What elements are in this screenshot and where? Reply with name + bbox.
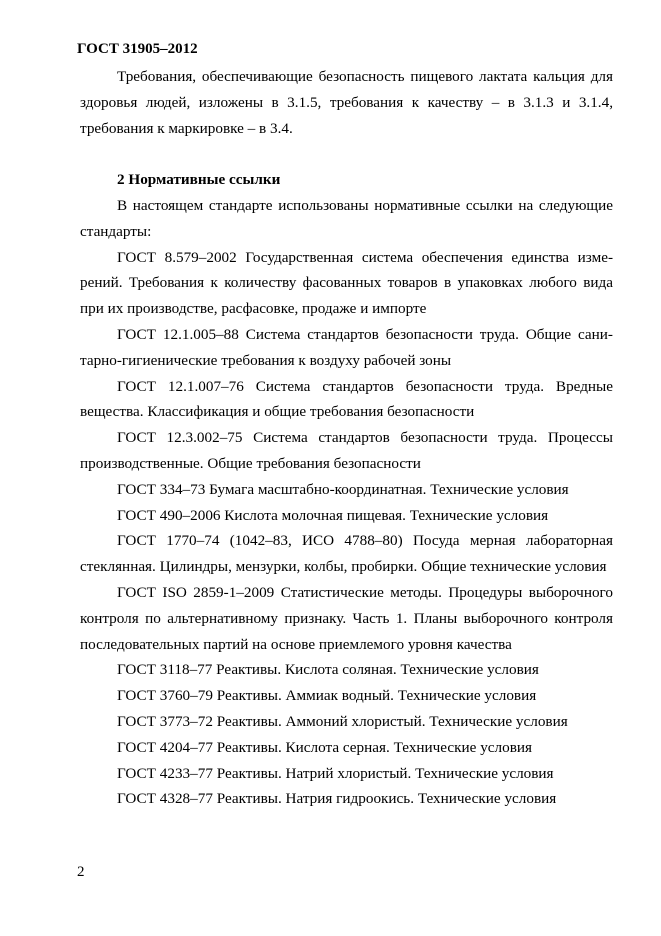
document-body [80, 64, 613, 812]
reference-line: последовательных партий на основе приемлемого уровня качества [80, 635, 512, 653]
reference-gost-3760: ГОСТ 3760–79 Реактивы. Аммиак водный. Технические условия [117, 687, 537, 705]
intro-line-3: требования к маркировке – в 3.4. [80, 119, 293, 137]
reference-gost-12-1-005 [80, 322, 613, 374]
lead-line-2: следующие стандарты: [80, 196, 613, 240]
reference-line: ГОСТ 12.1.005–88 Система стандартов безопасности труда. Общие сани- [117, 325, 613, 343]
reference-line: ГОСТ 12.3.002–75 Система стандартов безопасности труда. Процессы [117, 429, 613, 447]
reference-gost-490: ГОСТ 490–2006 Кислота молочная пищевая. Технические условия [117, 506, 549, 524]
reference-gost-12-3-002 [80, 425, 613, 477]
reference-gost-334: ГОСТ 334–73 Бумага масштабно-координатная. Технические условия [117, 480, 569, 498]
reference-line: ГОСТ ISO 2859-1–2009 Статистические методы. Процедуры выборочного [117, 583, 613, 601]
reference-line: ГОСТ 1770–74 (1042–83, ИСО 4788–80) Посуда мерная лабораторная [117, 532, 613, 550]
document-code-header: ГОСТ 31905–2012 [77, 41, 198, 57]
reference-line: рений. Требования к количеству фасованных товаров в упаковках любого вида [80, 274, 613, 292]
reference-line: ГОСТ 12.1.007–76 Система стандартов безопасности труда. Вредные [117, 377, 613, 395]
reference-gost-4328: ГОСТ 4328–77 Реактивы. Натрия гидроокись. Технические условия [117, 790, 557, 808]
reference-gost-3773: ГОСТ 3773–72 Реактивы. Аммоний хлористый. Технические условия [117, 712, 568, 730]
reference-gost-iso-2859-1 [80, 580, 613, 657]
reference-line: стеклянная. Цилиндры, мензурки, колбы, пробирки. Общие технические [80, 558, 551, 576]
reference-gost-8-579 [80, 245, 613, 322]
reference-gost-12-1-007 [80, 374, 613, 426]
reference-line: условия [554, 558, 607, 576]
reference-line: ГОСТ 8.579–2002 Государственная система обеспечения единства изме- [117, 248, 613, 266]
reference-line: при их производстве, расфасовке, продаже и импорте [80, 300, 427, 318]
reference-line: тарно-гигиенические требования к воздуху рабочей зоны [80, 351, 452, 369]
reference-gost-3118: ГОСТ 3118–77 Реактивы. Кислота соляная. Технические условия [117, 661, 539, 679]
section-2-heading: 2 Нормативные ссылки [117, 171, 281, 189]
reference-line: вещества. Классификация и общие требования безопасности [80, 403, 475, 421]
reference-gost-4233: ГОСТ 4233–77 Реактивы. Натрий хлористый. Технические условия [117, 764, 554, 782]
lead-line-1: В настоящем стандарте использованы нормативные ссылки на [117, 196, 534, 214]
reference-line: контроля по альтернативному признаку. Часть 1. Планы выборочного контроля [80, 609, 613, 627]
section-2-lead-paragraph [80, 193, 613, 245]
intro-line-2: для здоровья людей, изложены в 3.1.5, требования к качеству – в 3.1.3 и 3.1.4, [80, 68, 613, 111]
reference-gost-1770 [80, 528, 613, 580]
intro-paragraph [80, 64, 613, 141]
reference-gost-4204: ГОСТ 4204–77 Реактивы. Кислота серная. Технические условия [117, 738, 533, 756]
intro-line-1: Требования, обеспечивающие безопасность пищевого лактата кальция [117, 68, 585, 85]
page-number: 2 [77, 864, 85, 880]
reference-line: производственные. Общие требования безопасности [80, 454, 421, 472]
